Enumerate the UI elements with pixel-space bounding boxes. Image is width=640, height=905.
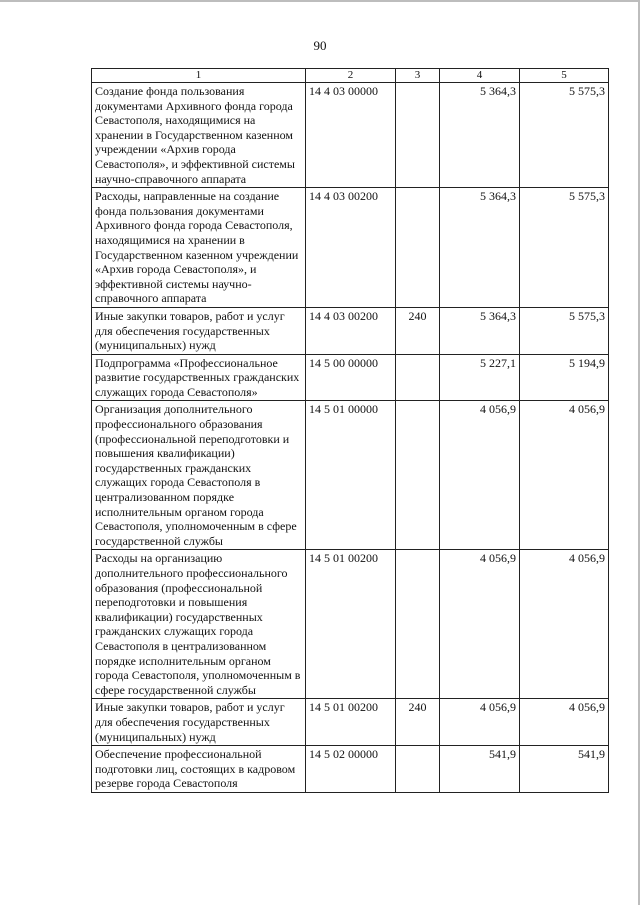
- row-amount-year1: 4 056,9: [440, 401, 520, 550]
- row-target-code: 14 5 01 00200: [306, 550, 396, 699]
- table-row: [92, 307, 609, 354]
- row-amount-year1: 5 364,3: [440, 83, 520, 188]
- table-row: [92, 550, 609, 699]
- column-header-3: 3: [396, 69, 440, 83]
- row-amount-year2: 5 194,9: [520, 354, 609, 401]
- row-amount-year2: 5 575,3: [520, 188, 609, 308]
- column-header-2: 2: [306, 69, 396, 83]
- row-expense-type: 240: [396, 307, 440, 354]
- row-expense-type: [396, 550, 440, 699]
- row-target-code: 14 5 00 00000: [306, 354, 396, 401]
- row-description: Подпрограмма «Профессиональное развитие государственных гражданских служащих города Севастополя»: [92, 354, 306, 401]
- row-amount-year1: 4 056,9: [440, 550, 520, 699]
- budget-table: [91, 68, 609, 793]
- column-header-1: 1: [92, 69, 306, 83]
- row-description: Создание фонда пользования документами Архивного фонда города Севастополя, находящимися на хранении в Государственном казенном учреждении «Архив города Севастополя», и эффективной системы научно-справочного аппарата: [92, 83, 306, 188]
- row-amount-year2: 4 056,9: [520, 699, 609, 746]
- row-amount-year2: 5 575,3: [520, 307, 609, 354]
- table-row: [92, 746, 609, 793]
- row-target-code: 14 4 03 00000: [306, 83, 396, 188]
- row-expense-type: [396, 401, 440, 550]
- column-header-4: 4: [440, 69, 520, 83]
- row-target-code: 14 5 02 00000: [306, 746, 396, 793]
- column-header-5: 5: [520, 69, 609, 83]
- row-amount-year1: 4 056,9: [440, 699, 520, 746]
- row-amount-year2: 4 056,9: [520, 550, 609, 699]
- row-amount-year1: 541,9: [440, 746, 520, 793]
- row-amount-year1: 5 364,3: [440, 307, 520, 354]
- table-row: [92, 699, 609, 746]
- scan-edge-top: [0, 0, 640, 2]
- row-expense-type: 240: [396, 699, 440, 746]
- row-amount-year2: 4 056,9: [520, 401, 609, 550]
- table-row: [92, 354, 609, 401]
- table-row: [92, 401, 609, 550]
- row-amount-year1: 5 364,3: [440, 188, 520, 308]
- row-target-code: 14 5 01 00000: [306, 401, 396, 550]
- row-target-code: 14 4 03 00200: [306, 188, 396, 308]
- row-amount-year1: 5 227,1: [440, 354, 520, 401]
- table-header-row: [92, 69, 609, 83]
- row-target-code: 14 5 01 00200: [306, 699, 396, 746]
- row-expense-type: [396, 746, 440, 793]
- table-row: [92, 83, 609, 188]
- row-description: Иные закупки товаров, работ и услуг для обеспечения государственных (муниципальных) нужд: [92, 699, 306, 746]
- row-amount-year2: 541,9: [520, 746, 609, 793]
- row-amount-year2: 5 575,3: [520, 83, 609, 188]
- row-description: Расходы, направленные на создание фонда пользования документами Архивного фонда города Севастополя, находящимися на хранении в Государственном казенном учреждении «Архив города Севастополя», и эффективной системы научно-справочного аппарата: [92, 188, 306, 308]
- row-description: Расходы на организацию дополнительного профессионального образования (профессиональной переподготовки и повышения квалификации) государственных гражданских служащих города Севастополя в централизованном порядке исполнительным органом города Севастополя, уполномоченным в сфере государственной службы: [92, 550, 306, 699]
- row-expense-type: [396, 354, 440, 401]
- table-row: [92, 188, 609, 308]
- row-target-code: 14 4 03 00200: [306, 307, 396, 354]
- row-description: Организация дополнительного профессионального образования (профессиональной переподготовки и повышения квалификации) государственных гражданских служащих города Севастополя в централизованном порядке исполнительным органом города Севастополя, уполномоченным в сфере государственной службы: [92, 401, 306, 550]
- row-expense-type: [396, 188, 440, 308]
- row-description: Иные закупки товаров, работ и услуг для обеспечения государственных (муниципальных) нужд: [92, 307, 306, 354]
- page-number: 90: [313, 38, 327, 53]
- row-description: Обеспечение профессиональной подготовки лиц, состоящих в кадровом резерве города Севастополя: [92, 746, 306, 793]
- row-expense-type: [396, 83, 440, 188]
